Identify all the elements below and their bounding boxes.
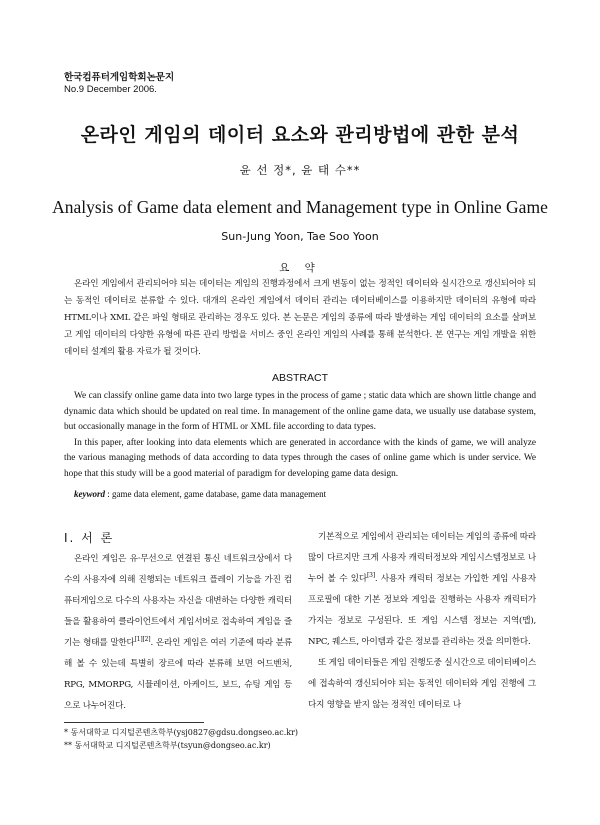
abstract-paragraph-2: In this paper, after looking into data elements which are generated in accordance with the kinds of game, we will analyze the various managing methods of data according to data types through the cases of online game which is under service. We hope that this study will be a good material of paradigm for developing game data design.: [64, 437, 536, 479]
authors-english: Sun-Jung Yoon, Tae Soo Yoon: [221, 230, 379, 243]
footnote: [64, 739, 298, 752]
citation-ref: [1][2]: [134, 636, 151, 644]
journal-issue: No.9 December 2006.: [64, 84, 157, 95]
korean-abstract: 온라인 게임에서 관리되어야 되는 데이터는 게임의 진행과정에서 크게 변동이 없는 정적인 데이터와 실시간으로 갱신되어야 되는 동적인 데이터로 분류할 수 있다. 대개의 온라인 게임에서 데이터 관리는 데이터베이스를 이용하지만 데이터의 유형에 따라 HTML이나 XML 같은 파일 형태로 관리하는 경우도 있다. 본 논문은 게임의 종류에 따라 발생하는 게임 데이터의 요소를 살펴보고 게임 데이터의 다양한 유형에 따른 관리 방법을 서비스 중인 온라인 게임의 사례를 통해 분석한다. 본 연구는 게임 개발을 위한 데이터 설계의 활용 자료가 될 것이다.: [64, 279, 536, 357]
authors-korean: 윤 선 정*, 윤 태 수**: [239, 163, 361, 177]
section-heading-introduction: Ⅰ. 서 론: [64, 531, 115, 545]
body-text: 온라인 게임은 유·무선으로 연결된 통신 네트워크상에서 다수의 사용자에 의해 진행되는 네트워크 플레이 기능을 가진 컴퓨터게임으로 다수의 사용자는 자신을 대변하는 다양한 캐릭터들을 활용하여 클라이언트에서 게임서버로 접속하여 게임을 즐기는 형태를 말한다: [64, 554, 292, 648]
body-text: . 사용자 캐릭터 정보는 가입한 게임 사용자 프로필에 대한 기본 정보와 게임을 진행하는 사용자 캐릭터가 가지는 정보로 구성된다. 또 게임 시스템 정보는 지역(맵), NPC, 퀘스트, 아이템과 같은 정보를 관리하는 것을 의미한다.: [308, 574, 536, 647]
abstract-heading: ABSTRACT: [271, 372, 328, 384]
footnote-divider: [64, 722, 204, 723]
keyword-label: keyword: [74, 489, 105, 499]
footnote-text: 동서대학교 디지털콘텐츠학부(ysj0827@gdsu.dongseo.ac.kr): [70, 728, 299, 737]
journal-name: 한국컴퓨터게임학회논문지: [64, 72, 175, 83]
footnote-mark: *: [64, 728, 68, 737]
korean-abstract-heading: 요 약: [279, 262, 321, 274]
footnotes: [64, 726, 298, 752]
footnote-text: 동서대학교 디지털콘텐츠학부(tsyun@dongseo.ac.kr): [74, 741, 271, 750]
body-paragraph: [308, 527, 536, 653]
title-korean: 온라인 게임의 데이터 요소와 관리방법에 관한 분석: [80, 124, 520, 146]
journal-header: [64, 72, 174, 96]
citation-ref: [3]: [367, 572, 375, 580]
abstract-paragraph-1: We can classify online game data into two large types in the process of game ; static data which are shown little change and dynamic data which should be updated on real time. In management of the online game data, we usually use database system, but occasionally manage in the form of HTML or XML file according to data types.: [64, 391, 536, 432]
footnote: [64, 726, 298, 739]
footnote-mark: **: [64, 741, 72, 750]
body-column-left: [64, 549, 292, 717]
keyword-separator: :: [105, 489, 113, 499]
english-abstract: [64, 389, 536, 482]
body-paragraph: 또 게임 데이터들은 게임 진행도중 실시간으로 데이터베이스에 접속하여 갱신되어야 되는 동적인 데이터와 게임 진행에 그다지 영향을 받지 않는 정적인 데이터로 나: [308, 658, 536, 710]
body-text: 기본적으로 게임에서 관리되는 데이터는 게임의 종류에 따라 많이 다르지만 크게 사용자 캐릭터정보와 게임시스템정보로 나누어 볼 수 있다: [308, 532, 536, 584]
keywords: [74, 489, 326, 499]
title-english: Analysis of Game data element and Management type in Online Game: [52, 197, 548, 217]
keyword-text: game data element, game database, game data management: [112, 489, 327, 499]
body-paragraph: [64, 549, 292, 717]
body-column-right: [308, 527, 536, 716]
body-text: . 온라인 게임은 여러 기준에 따라 분류해 볼 수 있는데 특별히 장르에 따라 분류해 보면 어드벤처, RPG, MMORPG, 시뮬레이션, 아케이드, 보드, 슈팅 게임 등으로 나누어진다.: [64, 638, 292, 711]
